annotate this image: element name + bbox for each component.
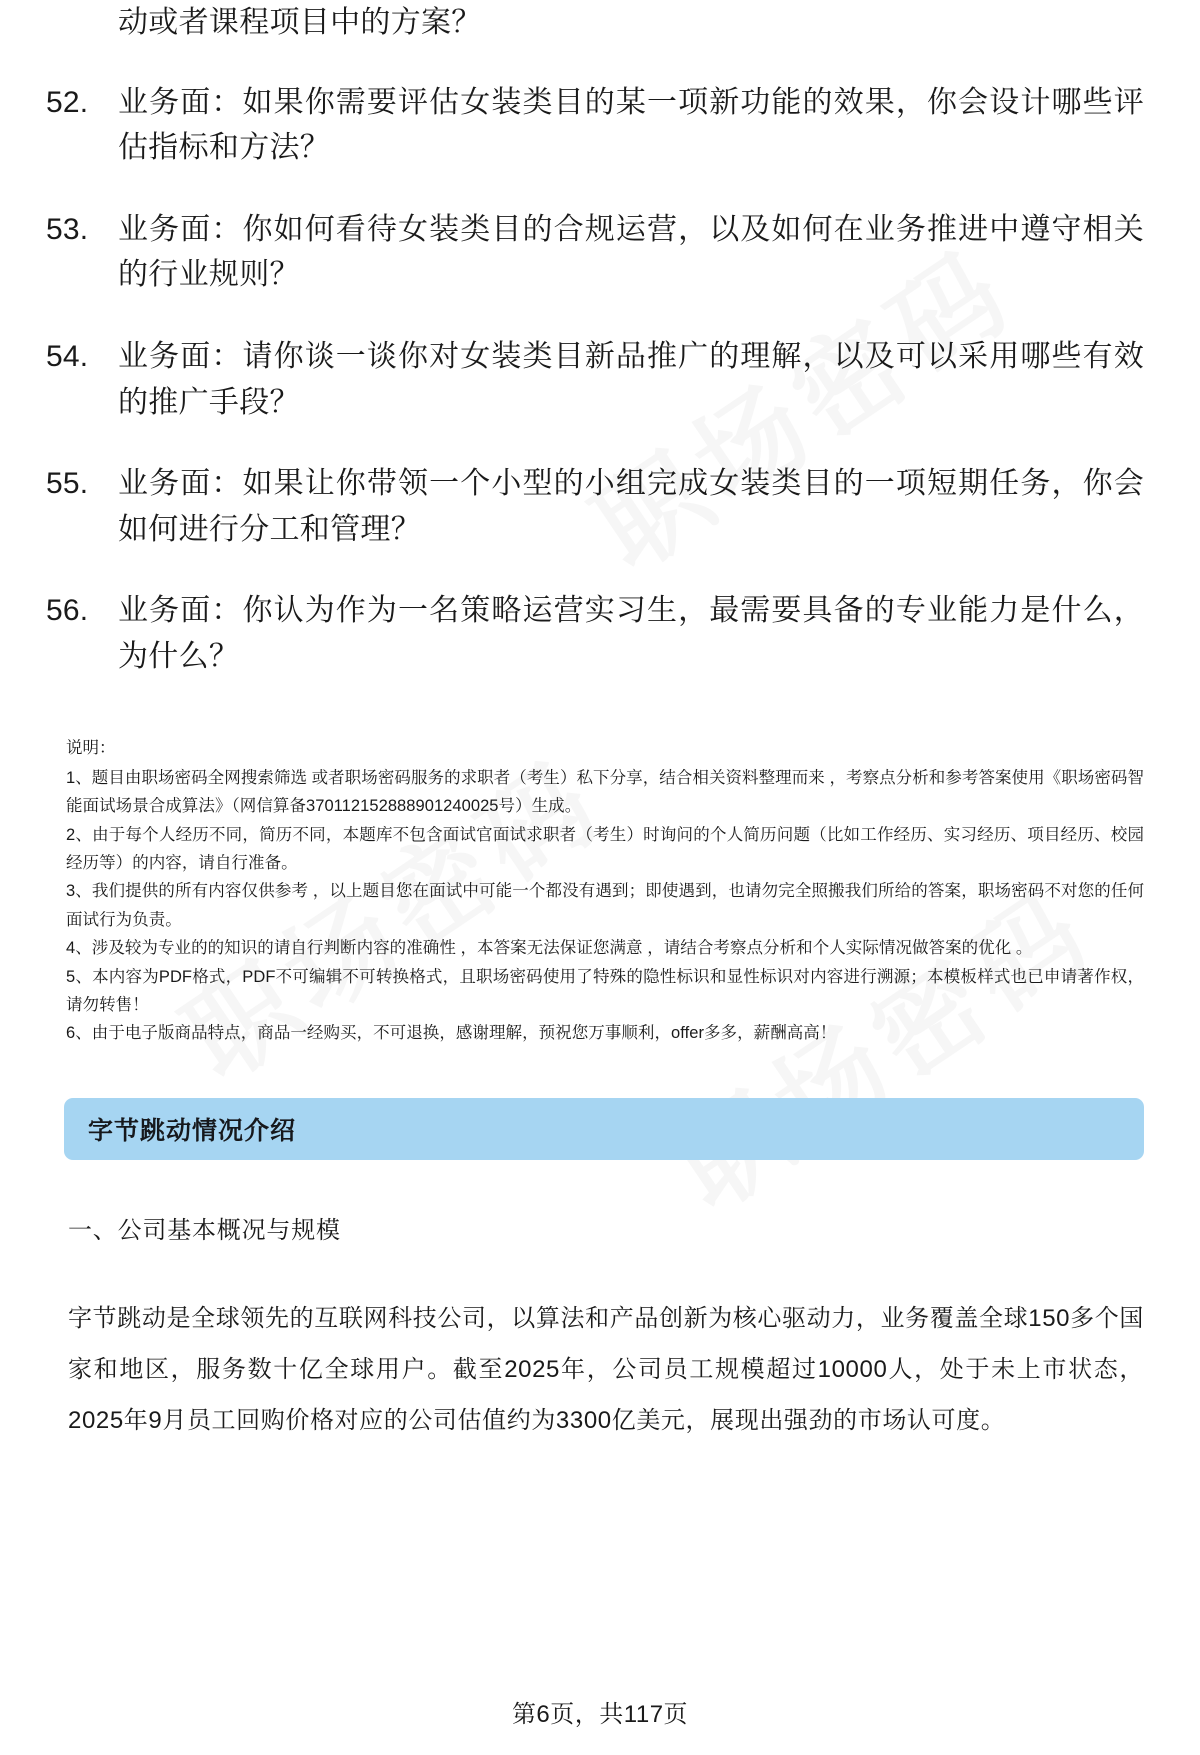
note-item: 2、由于每个人经历不同，简历不同，本题库不包含面试官面试求职者（考生）时询问的个人简历问题（比如工作经历、实习经历、项目经历、校园经历等）的内容，请自行准备。 (66, 825, 1144, 873)
questions-block (0, 0, 1200, 680)
note-item: 1、题目由职场密码全网搜索筛选 或者职场密码服务的求职者（考生）私下分享，结合相关资料整理而来 ，考察点分析和参考答案使用《职场密码智能面试场景合成算法》（网信算备370112152888901240025号）生成。 (66, 768, 1144, 816)
question-text: 业务面：如果让你带领一个小型的小组完成女装类目的一项短期任务，你会如何进行分工和管理？ (118, 467, 1144, 546)
company-section-body: 字节跳动是全球领先的互联网科技公司，以算法和产品创新为核心驱动力，业务覆盖全球150多个国家和地区，服务数十亿全球用户。截至2025年，公司员工规模超过10000人，处于未上市状态，2025年9月员工回购价格对应的公司估值约为3300亿美元，展现出强劲的市场认可度。 (68, 1305, 1144, 1434)
question-number: 53. (46, 212, 89, 246)
question-number: 52. (46, 85, 89, 119)
question-number: 56. (46, 594, 89, 628)
company-section-banner (64, 1098, 1144, 1160)
question-item (46, 461, 1144, 552)
company-section-heading: 一、公司基本概况与规模 (68, 1216, 341, 1244)
note-item: 6、由于电子版商品特点，商品一经购买，不可退换，感谢理解，预祝您万事顺利，offer多多，薪酬高高！ (66, 1024, 837, 1043)
notes-title: 说明： (66, 738, 116, 757)
company-section-banner-title: 字节跳动情况介绍 (88, 1116, 297, 1145)
question-text: 业务面：请你谈一谈你对女装类目新品推广的理解，以及可以采用哪些有效的推广手段？ (118, 339, 1144, 419)
question-item (46, 80, 1144, 171)
notes-section (0, 716, 1200, 1048)
question-item (46, 334, 1144, 425)
question-continued-line: 动或者课程项目中的方案？ (118, 6, 482, 39)
page-footer: 第6页，共117页 (511, 1701, 689, 1728)
question-text: 业务面：你如何看待女装类目的合规运营，以及如何在业务推进中遵守相关的行业规则？ (118, 212, 1144, 292)
question-number: 54. (46, 339, 89, 373)
question-item (46, 588, 1144, 679)
question-number: 55. (46, 467, 89, 501)
question-text: 业务面：你认为作为一名策略运营实习生，最需要具备的专业能力是什么，为什么？ (118, 594, 1144, 673)
note-item: 5、本内容为PDF格式，PDF不可编辑不可转换格式，且职场密码使用了特殊的隐性标识和显性标识对内容进行溯源；本模板样式也已申请著作权，请勿转售！ (66, 967, 1144, 1014)
question-text: 业务面：如果你需要评估女装类目的某一项新功能的效果，你会设计哪些评估指标和方法？ (118, 85, 1144, 165)
note-item: 3、我们提供的所有内容仅供参考 ，以上题目您在面试中可能一个都没有遇到；即使遇到，也请勿完全照搬我们所给的答案，职场密码不对您的任何面试行为负责。 (66, 882, 1144, 929)
note-item: 4、涉及较为专业的的知识的请自行判断内容的准确性 ，本答案无法保证您满意 ，请结合考察点分析和个人实际情况做答案的优化 。 (66, 939, 1033, 958)
question-item (46, 207, 1144, 298)
